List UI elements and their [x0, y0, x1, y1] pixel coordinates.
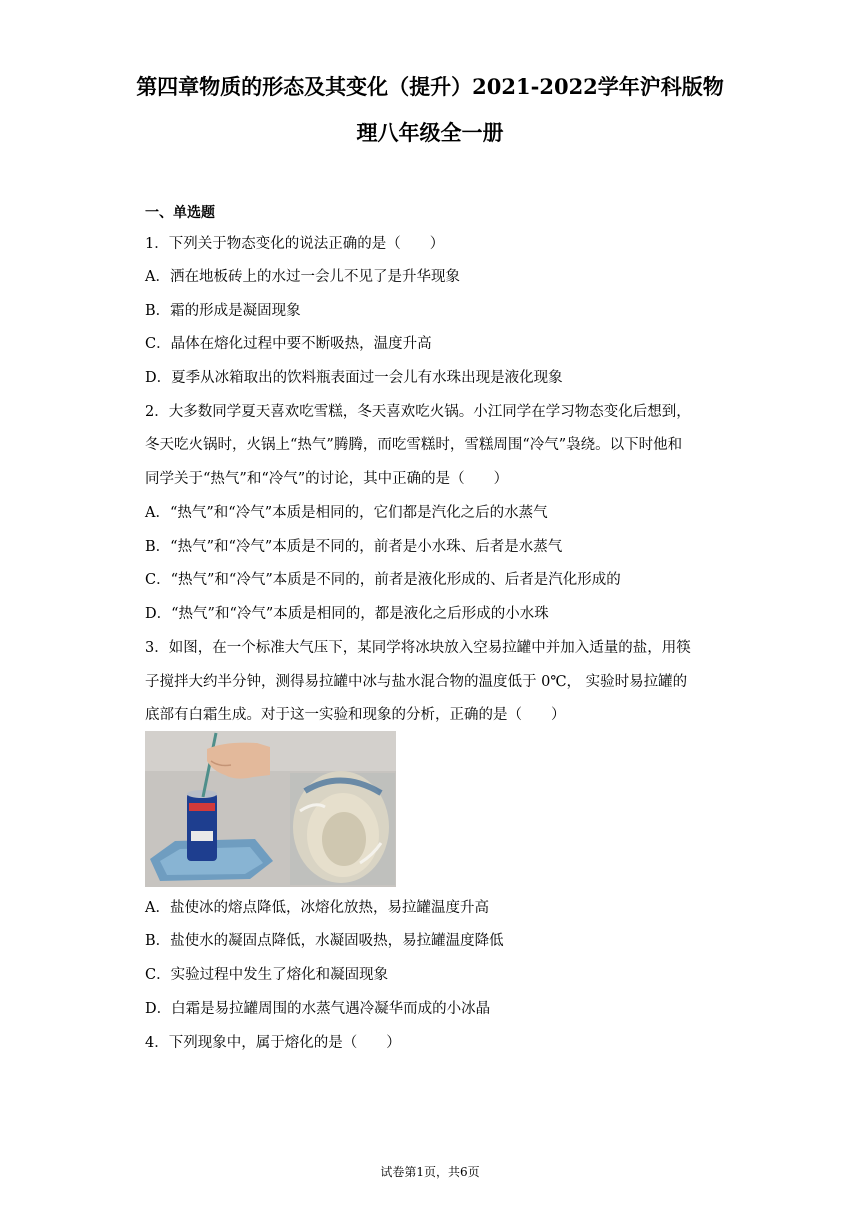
- q2-stem-line-3: 同学关于“热气”和“冷气”的讨论，其中正确的是（ ）: [145, 471, 509, 487]
- title-line-1: 第四章物质的形态及其变化（提升）2021-2022学年沪科版物: [136, 74, 724, 99]
- q2-option-a: A．“热气”和“冷气”本质是相同的，它们都是汽化之后的水蒸气: [145, 505, 548, 521]
- q3-option-d: D．白霜是易拉罐周围的水蒸气遇冷凝华而成的小冰晶: [145, 1001, 491, 1017]
- q3-stem-line-2: 子搅拌大约半分钟，测得易拉罐中冰与盐水混合物的温度低于 0℃， 实验时易拉罐的: [145, 674, 688, 690]
- q3-stem-line-1: 3．如图，在一个标准大气压下，某同学将冰块放入空易拉罐中并加入适量的盐，用筷: [145, 640, 691, 656]
- q4-stem-line-1: 4．下列现象中，属于熔化的是（ ）: [145, 1035, 401, 1051]
- q2-option-b: B．“热气”和“冷气”本质是不同的，前者是小水珠、后者是水蒸气: [145, 539, 563, 555]
- can-with-salt-ice-photo: [145, 731, 396, 887]
- q2-option-d: D．“热气”和“冷气”本质是相同的，都是液化之后形成的小水珠: [145, 606, 549, 622]
- q1-option-a: A．洒在地板砖上的水过一会儿不见了是升华现象: [145, 269, 460, 285]
- title-line-2: 理八年级全一册: [356, 120, 504, 145]
- q1-option-d: D．夏季从冰箱取出的饮料瓶表面过一会儿有水珠出现是液化现象: [145, 370, 563, 386]
- page-footer: 试卷第1页，共6页: [380, 1165, 480, 1179]
- q3-stem-line-3: 底部有白霜生成。对于这一实验和现象的分析，正确的是（ ）: [145, 707, 566, 723]
- q2-option-c: C．“热气”和“冷气”本质是不同的，前者是液化形成的、后者是汽化形成的: [145, 572, 621, 588]
- q1-option-c: C．晶体在熔化过程中要不断吸热，温度升高: [145, 336, 432, 352]
- q3-option-a: A．盐使冰的熔点降低，冰熔化放热，易拉罐温度升高: [145, 900, 489, 916]
- page-title: [100, 64, 760, 156]
- section-heading: 一、单选题: [145, 205, 215, 221]
- q1-option-b: B．霜的形成是凝固现象: [145, 303, 301, 319]
- q2-stem-line-1: 2．大多数同学夏天喜欢吃雪糕，冬天喜欢吃火锅。小江同学在学习物态变化后想到，: [145, 404, 691, 420]
- q3-option-b: B．盐使水的凝固点降低，水凝固吸热，易拉罐温度降低: [145, 933, 504, 949]
- q1-stem-line-1: 1．下列关于物态变化的说法正确的是（ ）: [145, 236, 445, 252]
- q2-stem-line-2: 冬天吃火锅时，火锅上“热气”腾腾，而吃雪糕时，雪糕周围“冷气”袅绕。以下时他和: [145, 437, 683, 453]
- q3-option-c: C．实验过程中发生了熔化和凝固现象: [145, 967, 389, 983]
